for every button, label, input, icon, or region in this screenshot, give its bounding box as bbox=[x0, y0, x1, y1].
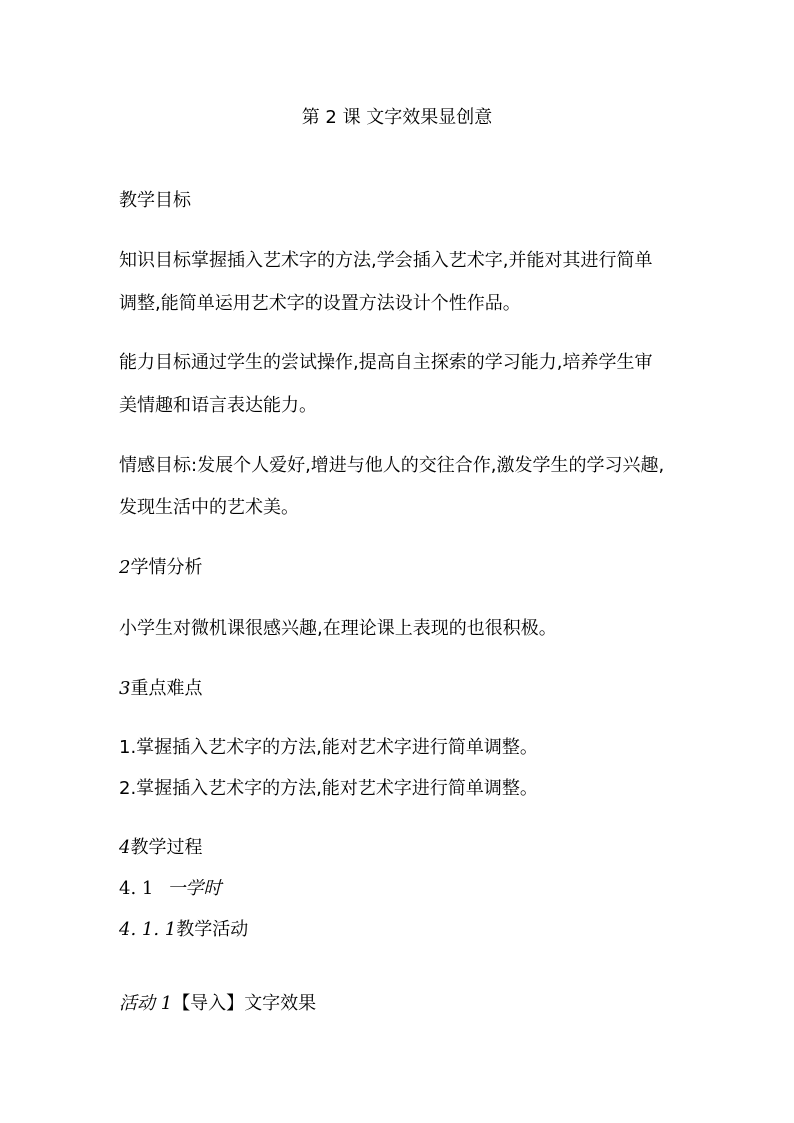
section-title: 重点难点 bbox=[130, 678, 203, 699]
document-title: 第 2 课 文字效果显创意 bbox=[301, 107, 493, 128]
key-point-2: 2.掌握插入艺术字的方法,能对艺术字进行简单调整。 bbox=[119, 778, 538, 799]
knowledge-goal-line-2: 调整,能简单运用艺术字的设置方法设计个性作品。 bbox=[119, 293, 521, 314]
emotion-goal-line-2: 发现生活中的艺术美。 bbox=[119, 497, 299, 518]
subsubsection-number: 4. 1. 1 bbox=[119, 919, 177, 940]
subsubsection-label: 教学活动 bbox=[176, 919, 249, 940]
section-number: 2 bbox=[119, 557, 131, 578]
section-heading-teaching-goals: 教学目标 bbox=[119, 190, 191, 211]
subsection-heading bbox=[119, 877, 221, 901]
subsection-number: 4. 1 bbox=[119, 878, 154, 899]
activity-heading bbox=[119, 992, 316, 1016]
activity-title: 文字效果 bbox=[244, 993, 317, 1014]
key-point-1: 1.掌握插入艺术字的方法,能对艺术字进行简单调整。 bbox=[119, 737, 538, 758]
subsubsection-heading bbox=[119, 918, 248, 942]
activity-bracket: 【导入】 bbox=[172, 993, 245, 1014]
section-heading-teaching-process bbox=[119, 836, 202, 860]
knowledge-goal-line-1: 知识目标掌握插入艺术字的方法,学会插入艺术字,并能对其进行简单 bbox=[119, 250, 653, 271]
section-heading-student-analysis bbox=[119, 556, 202, 580]
emotion-goal-line-1: 情感目标:发展个人爱好,增进与他人的交往合作,激发学生的学习兴趣, bbox=[119, 455, 665, 476]
ability-goal-line-1: 能力目标通过学生的尝试操作,提高自主探索的学习能力,培养学生审 bbox=[119, 352, 653, 373]
section-title: 教学过程 bbox=[130, 837, 203, 858]
section-number: 4 bbox=[119, 837, 131, 858]
subsection-label: 一学时 bbox=[167, 878, 222, 899]
section-heading-key-points bbox=[119, 677, 202, 701]
ability-goal-line-2: 美情趣和语言表达能力。 bbox=[119, 395, 317, 416]
section-title: 学情分析 bbox=[130, 557, 203, 578]
section-number: 3 bbox=[119, 678, 131, 699]
student-analysis-text: 小学生对微机课很感兴趣,在理论课上表现的也很积极。 bbox=[119, 618, 557, 639]
activity-label: 活动 1 bbox=[119, 993, 173, 1014]
